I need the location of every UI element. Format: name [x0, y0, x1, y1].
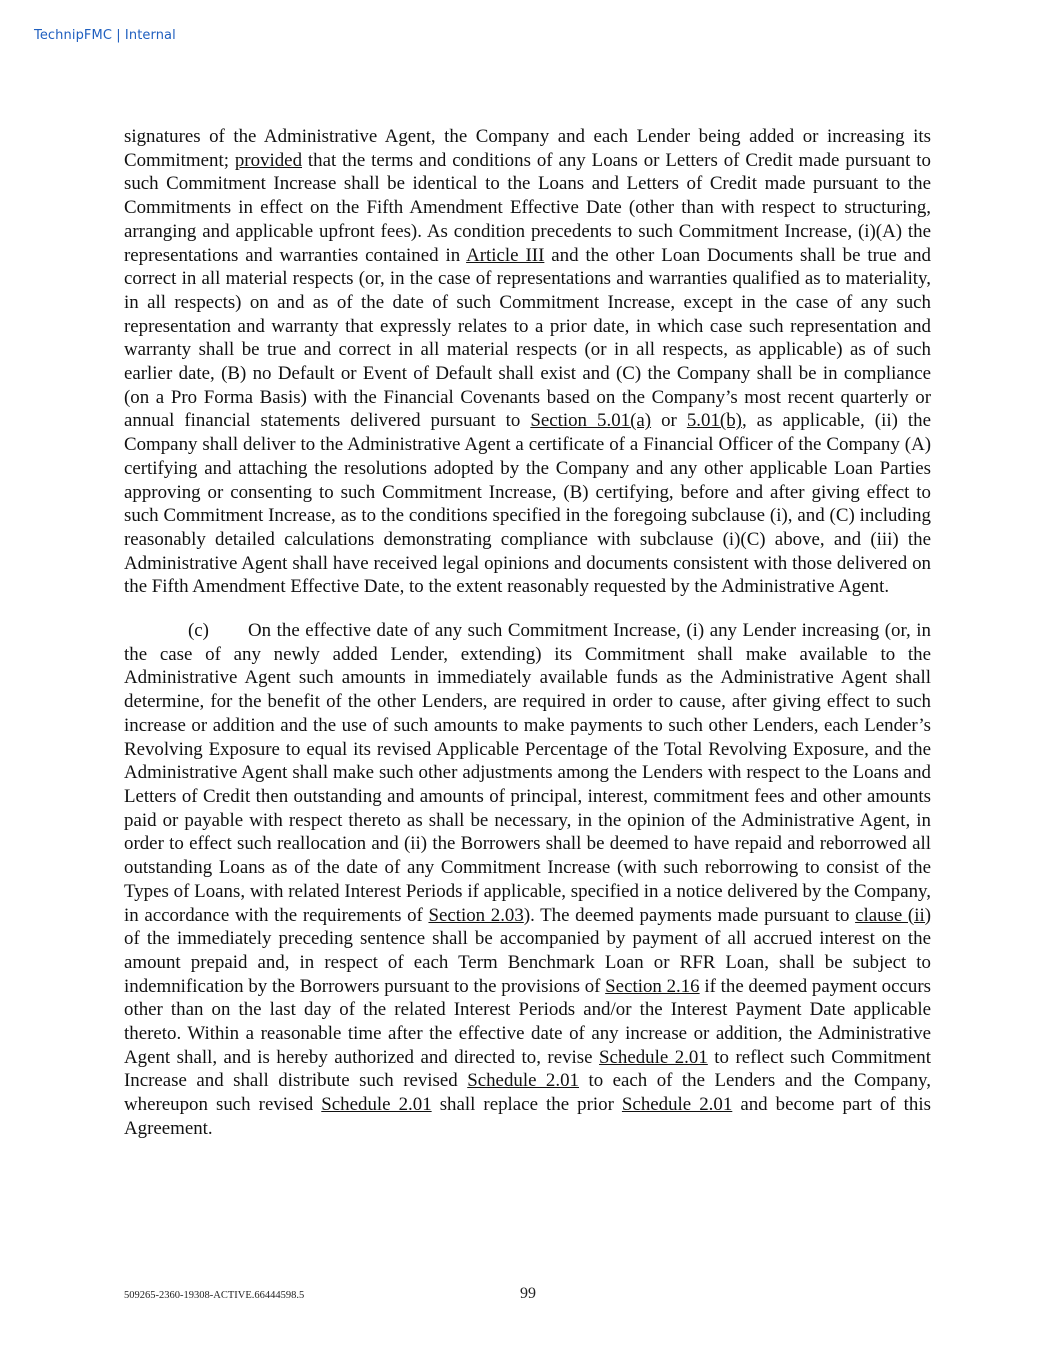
text-run: On the effective date of any such Commitment Increase, (i) any Lender increasing (or, in the case of any newly added Lender, extending) its Commitment shall make available to the Administrative Agent such amounts in immediately available funds as the Administrative Agent shall determine, for the benefit of the other Lenders, are required in order to cause, after giving effect to such increase or addition and the use of such amounts to make payments to such other Lenders, each Lender’s Revolving Exposure to equal its revised Applicable Percentage of the Total Revolving Exposure, and the Administrative Agent shall make such other adjustments among the Lenders with respect to the Loans and Letters of Credit then outstanding and amounts of principal, interest, commitment fees and other amounts paid or payable with respect thereto as shall be necessary, in the opinion of the Administrative Agent, in order to effect such reallocation and (ii) the Borrowers shall be deemed to have repaid and reborrowed all outstanding Loans as of the date of any Commitment Increase (with such reborrowing to consist of the Types of Loans, with related Interest Periods if applicable, specified in a notice delivered by the Company, in accordance with the requirements of — [124, 620, 931, 926]
paragraph-b-continued — [124, 125, 931, 599]
classification-label: TechnipFMC | Internal — [34, 28, 176, 43]
text-run: signatures of the Administrative Agent, the Company and each Lender being added or increasing its Commitment; — [124, 126, 931, 171]
cross-reference-article-iii: Article III — [466, 244, 545, 266]
cross-reference-section-2-16: Section 2.16 — [605, 975, 700, 997]
text-run: , as applicable, (ii) the Company shall deliver to the Administrative Agent a certificate of a Financial Officer of the Company (A) certifying and attaching the resolutions adopted by the Company and any other applicable Loan Parties approving or consenting to such Commitment Increase, (B) certifying, before and after giving effect to such Commitment Increase, as to the conditions specified in the foregoing subclause (i), and (C) including reasonably detailed calculations demonstrating compliance with subclause (i)(C) above, and (iii) the Administrative Agent shall have received legal opinions and documents consistent with those delivered on the Fifth Amendment Effective Date, to the extent reasonably requested by the Administrative Agent. — [124, 410, 931, 598]
text-run: and become part of this Agreement. — [124, 1094, 931, 1139]
text-run: that the terms and conditions of any Loans or Letters of Credit made pursuant to such Commitment Increase shall be identical to the Loans and Letters of Credit made pursuant to the Commitments in effect on the Fifth Amendment Effective Date (other than with respect to structuring, arranging and applicable upfront fees). As condition precedents to such Commitment Increase, (i)(A) the representations and warranties contained in — [124, 149, 931, 266]
cross-reference-schedule-2-01: Schedule 2.01 — [321, 1094, 432, 1116]
text-run: to each of the Lenders and the Company, whereupon such revised — [124, 1070, 931, 1116]
text-run: shall replace the prior — [431, 1094, 622, 1116]
cross-reference-schedule-2-01: Schedule 2.01 — [467, 1070, 579, 1092]
cross-reference-section-5-01b: 5.01(b) — [686, 410, 742, 432]
footer-document-id: 509265-2360-19308-ACTIVE.66444598.5 — [124, 1290, 305, 1301]
defined-term-provided: provided — [234, 149, 303, 171]
cross-reference-section-2-03: Section 2.03 — [428, 904, 524, 926]
text-run: if the deemed payment occurs other than on the last day of the related Interest Periods and/or the Interest Payment Date applicable thereto. Within a reasonable time after the effective date of any increase or addition, the Administrative Agent shall, and is hereby authorized and directed to, revise — [124, 975, 931, 1068]
text-run: and the other Loan Documents shall be true and correct in all material respects (or, in the case of representations and warranties qualified as to materiality, in all respects) on and as of the date of such Commitment Increase, except in the case of any such representation and warranty that expressly relates to a prior date, in which case such representation and warranty shall be true and correct in all material respects (or in all respects, as applicable) as of such earlier date, (B) no Default or Event of Default shall exist and (C) the Company shall be in compliance (on a Pro Forma Basis) with the Financial Covenants based on the Company’s most recent quarterly or annual financial statements delivered pursuant to — [124, 244, 931, 432]
text-run: of the immediately preceding sentence shall be accompanied by payment of all accrued interest on the amount prepaid and, in respect of each Term Benchmark Loan or RFR Loan, shall be subject to indemnification by the Borrowers pursuant to the provisions of — [124, 928, 931, 997]
page-number: 99 — [520, 1285, 536, 1302]
cross-reference-schedule-2-01: Schedule 2.01 — [599, 1046, 708, 1068]
paragraph-c — [124, 619, 931, 1140]
cross-reference-section-5-01a: Section 5.01(a) — [530, 410, 652, 432]
cross-reference-schedule-2-01: Schedule 2.01 — [621, 1094, 733, 1116]
paragraph-c-label: (c) — [188, 620, 209, 642]
cross-reference-clause-ii: clause (ii) — [855, 904, 932, 926]
text-run: or — [651, 410, 687, 432]
document-body — [124, 125, 931, 1141]
text-run: ). The deemed payments made pursuant to — [523, 904, 856, 926]
text-run: to reflect such Commitment Increase and shall distribute such revised — [124, 1046, 931, 1092]
